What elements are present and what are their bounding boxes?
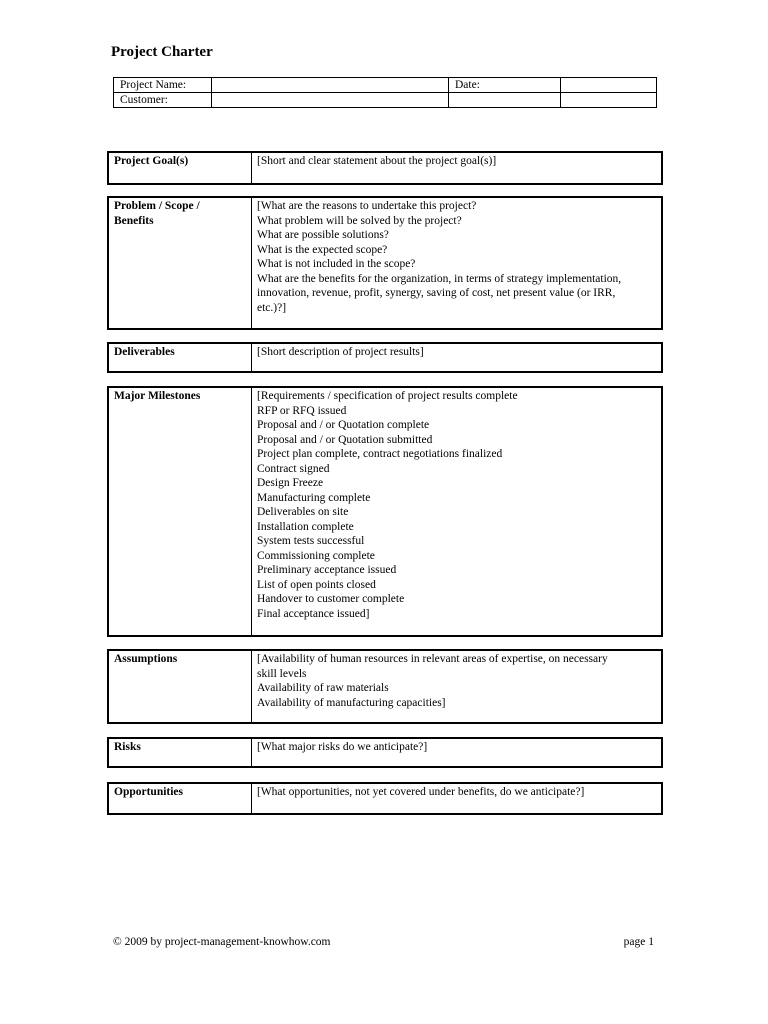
content-line: Project plan complete, contract negotiations finalized [257, 448, 503, 460]
content-line: Deliverables on site [257, 506, 349, 518]
content-line: [Availability of human resources in relevant areas of expertise, on necessary [257, 653, 608, 665]
footer-copyright: © 2009 by project-management-knowhow.com [113, 936, 331, 948]
content-line: What is the expected scope? [257, 243, 388, 256]
date-field[interactable] [561, 78, 657, 93]
customer-label: Customer: [114, 93, 212, 108]
content-line: Handover to customer complete [257, 593, 405, 605]
content-line: Installation complete [257, 520, 354, 533]
content-line: Manufacturing complete [257, 491, 371, 504]
customer-row [114, 93, 657, 108]
risks-content[interactable]: [What major risks do we anticipate?] [252, 738, 663, 767]
project-name-label: Project Name: [114, 78, 212, 93]
assumptions-label: Assumptions [108, 650, 252, 723]
opportunities-label: Opportunities [108, 783, 252, 814]
project-info-table [113, 77, 657, 108]
content-line: Availability of manufacturing capacities] [257, 696, 446, 709]
content-line: skill levels [257, 667, 307, 680]
deliverables-content[interactable]: [Short description of project results] [252, 343, 663, 372]
customer-extra-field-1[interactable] [449, 93, 561, 108]
content-line: Preliminary acceptance issued [257, 564, 397, 576]
deliverables-section [107, 342, 663, 373]
document-title: Project Charter [111, 44, 213, 60]
content-line: Proposal and / or Quotation complete [257, 419, 430, 431]
opportunities-section [107, 782, 663, 815]
customer-field[interactable] [212, 93, 449, 108]
content-line: Availability of raw materials [257, 682, 389, 694]
customer-extra-field-2[interactable] [561, 93, 657, 108]
major-milestones-section [107, 386, 663, 637]
date-label: Date: [449, 78, 561, 93]
content-line: What is not included in the scope? [257, 258, 416, 270]
project-name-field[interactable] [212, 78, 449, 93]
problem-scope-benefits-label [108, 197, 252, 329]
content-line: Contract signed [257, 462, 330, 475]
goal-section [107, 151, 663, 185]
content-line: [What are the reasons to undertake this project? [257, 200, 477, 212]
goal-label: Project Goal(s) [108, 152, 252, 184]
risks-section [107, 737, 663, 768]
content-line: Final acceptance issued] [257, 607, 370, 620]
content-line: RFP or RFQ issued [257, 404, 347, 417]
major-milestones-label: Major Milestones [108, 387, 252, 636]
content-line: innovation, revenue, profit, synergy, saving of cost, net present value (or IRR, [257, 287, 616, 299]
content-line: What are possible solutions? [257, 229, 389, 241]
content-line: What problem will be solved by the project? [257, 214, 462, 227]
content-line: List of open points closed [257, 578, 376, 591]
risks-label: Risks [108, 738, 252, 767]
label-line: Benefits [114, 214, 154, 227]
content-line: Proposal and / or Quotation submitted [257, 433, 433, 446]
label-line: Problem / Scope / [114, 200, 200, 212]
problem-scope-benefits-section [107, 196, 663, 330]
project-name-row [114, 78, 657, 93]
content-line: [Requirements / specification of project results complete [257, 390, 518, 402]
problem-scope-benefits-content[interactable] [252, 197, 663, 329]
footer-page-number: page 1 [623, 936, 654, 948]
content-line: Design Freeze [257, 477, 324, 489]
major-milestones-content[interactable] [252, 387, 663, 636]
content-line: System tests successful [257, 535, 365, 547]
content-line: What are the benefits for the organization, in terms of strategy implementation, [257, 272, 622, 285]
opportunities-content[interactable]: [What opportunities, not yet covered under benefits, do we anticipate?] [252, 783, 663, 814]
assumptions-section [107, 649, 663, 724]
goal-content[interactable]: [Short and clear statement about the project goal(s)] [252, 152, 663, 184]
assumptions-content[interactable] [252, 650, 663, 723]
content-line: Commissioning complete [257, 549, 375, 562]
deliverables-label: Deliverables [108, 343, 252, 372]
content-line: etc.)?] [257, 301, 287, 314]
